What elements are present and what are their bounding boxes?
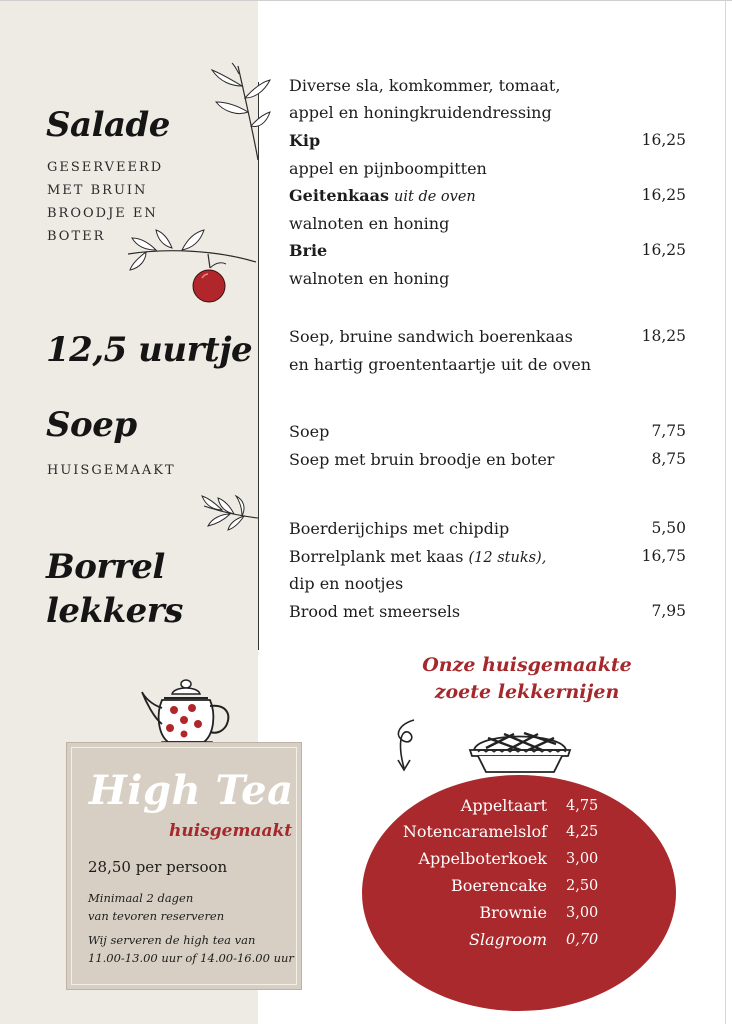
- olive-branch-icon: [198, 62, 274, 162]
- price-chips: 5,50: [651, 519, 686, 537]
- menu-item-desc: dip en nootjes: [289, 574, 404, 593]
- menu-item-soep-broodje: Soep met bruin broodje en boter: [289, 450, 555, 469]
- sweet-item-name: Boerencake: [451, 876, 547, 895]
- menu-item-brood: Brood met smeersels: [289, 602, 461, 621]
- price-kip: 16,25: [641, 131, 686, 149]
- menu-item-chips: Boerderijchips met chipdip: [289, 519, 510, 538]
- note-line: 11.00-13.00 uur of 14.00-16.00 uur: [88, 951, 294, 965]
- item-name: Borrelplank met kaas: [289, 547, 464, 566]
- section-subtitle-soep: HUISGEMAAKT: [47, 463, 176, 478]
- section-title-soep: Soep: [46, 405, 137, 445]
- top-border: [0, 0, 732, 1]
- section-title-borrel: [46, 545, 183, 633]
- sweet-item-price: 3,00: [566, 851, 599, 867]
- high-tea-price: 28,50 per persoon: [88, 858, 228, 876]
- subtitle-line: MET BRUIN: [47, 183, 148, 198]
- sweet-item-price: 3,00: [566, 905, 599, 921]
- note-line: van tevoren reserveren: [88, 909, 225, 923]
- title-line: zoete lekkernijen: [434, 681, 620, 703]
- price-brie: 16,25: [641, 241, 686, 259]
- menu-item-desc: walnoten en honing: [289, 269, 450, 288]
- menu-item-desc: en hartig groententaartje uit de oven: [289, 355, 592, 374]
- olive-branch-icon: [200, 492, 258, 532]
- item-extra: (12 stuks),: [468, 550, 547, 566]
- item-name: Geitenkaas: [289, 186, 389, 205]
- menu-item-desc: appel en pijnboompitten: [289, 159, 487, 178]
- menu-item-desc: walnoten en honing: [289, 214, 450, 233]
- item-extra: uit de oven: [394, 189, 476, 205]
- high-tea-box: [66, 742, 302, 990]
- pie-icon: [468, 722, 572, 778]
- note-line: Wij serveren de high tea van: [88, 933, 256, 947]
- sweets-title: [422, 652, 632, 706]
- sweet-item-name: Brownie: [479, 903, 547, 922]
- menu-item-kip: Kip: [289, 131, 321, 150]
- section-title-salade: Salade: [46, 105, 170, 145]
- title-line: Borrel: [46, 547, 165, 587]
- menu-item-borrelplank: [289, 543, 546, 572]
- section-title-uurtje: 12,5 uurtje: [46, 330, 253, 370]
- sweet-item-price: 4,75: [566, 798, 599, 814]
- price-soep: 7,75: [651, 422, 686, 440]
- column-divider: [258, 82, 259, 650]
- subtitle-line: BOTER: [47, 229, 106, 244]
- section-subtitle-salade: [47, 156, 163, 248]
- salade-intro: appel en honingkruidendressing: [289, 103, 552, 122]
- sweet-item-name: Appelboterkoek: [418, 849, 547, 868]
- menu-item-geitenkaas: [289, 182, 476, 211]
- menu-item-soep: Soep: [289, 422, 330, 441]
- sweet-item-name: Appeltaart: [460, 796, 547, 815]
- title-line: Onze huisgemaakte: [422, 654, 632, 676]
- high-tea-title: High Tea: [89, 767, 294, 814]
- subtitle-line: GESERVEERD: [47, 160, 164, 175]
- subtitle-line: BROODJE EN: [47, 206, 158, 221]
- price-soep-broodje: 8,75: [651, 450, 686, 468]
- sweet-item-price: 2,50: [566, 878, 599, 894]
- sweet-item-name: Notencaramelslof: [402, 822, 547, 841]
- price-borrelplank: 16,75: [641, 547, 686, 565]
- note-line: Minimaal 2 dagen: [88, 891, 194, 905]
- title-line: lekkers: [46, 591, 183, 631]
- sweet-item-price: 4,25: [566, 824, 599, 840]
- sweet-item-price: 0,70: [566, 932, 599, 948]
- menu-item-brie: Brie: [289, 241, 328, 260]
- price-brood: 7,95: [651, 602, 686, 620]
- high-tea-schedule: [88, 931, 298, 967]
- high-tea-note: [88, 889, 298, 925]
- right-border: [725, 0, 726, 1024]
- salade-intro: Diverse sla, komkommer, tomaat,: [289, 76, 561, 95]
- menu-item-uurtje: Soep, bruine sandwich boerenkaas: [289, 327, 573, 346]
- price-uurtje: 18,25: [641, 327, 686, 345]
- high-tea-subtitle: huisgemaakt: [169, 821, 293, 841]
- curved-arrow-icon: [392, 716, 426, 774]
- price-geitenkaas: 16,25: [641, 186, 686, 204]
- sweet-item-name: Slagroom: [469, 930, 547, 949]
